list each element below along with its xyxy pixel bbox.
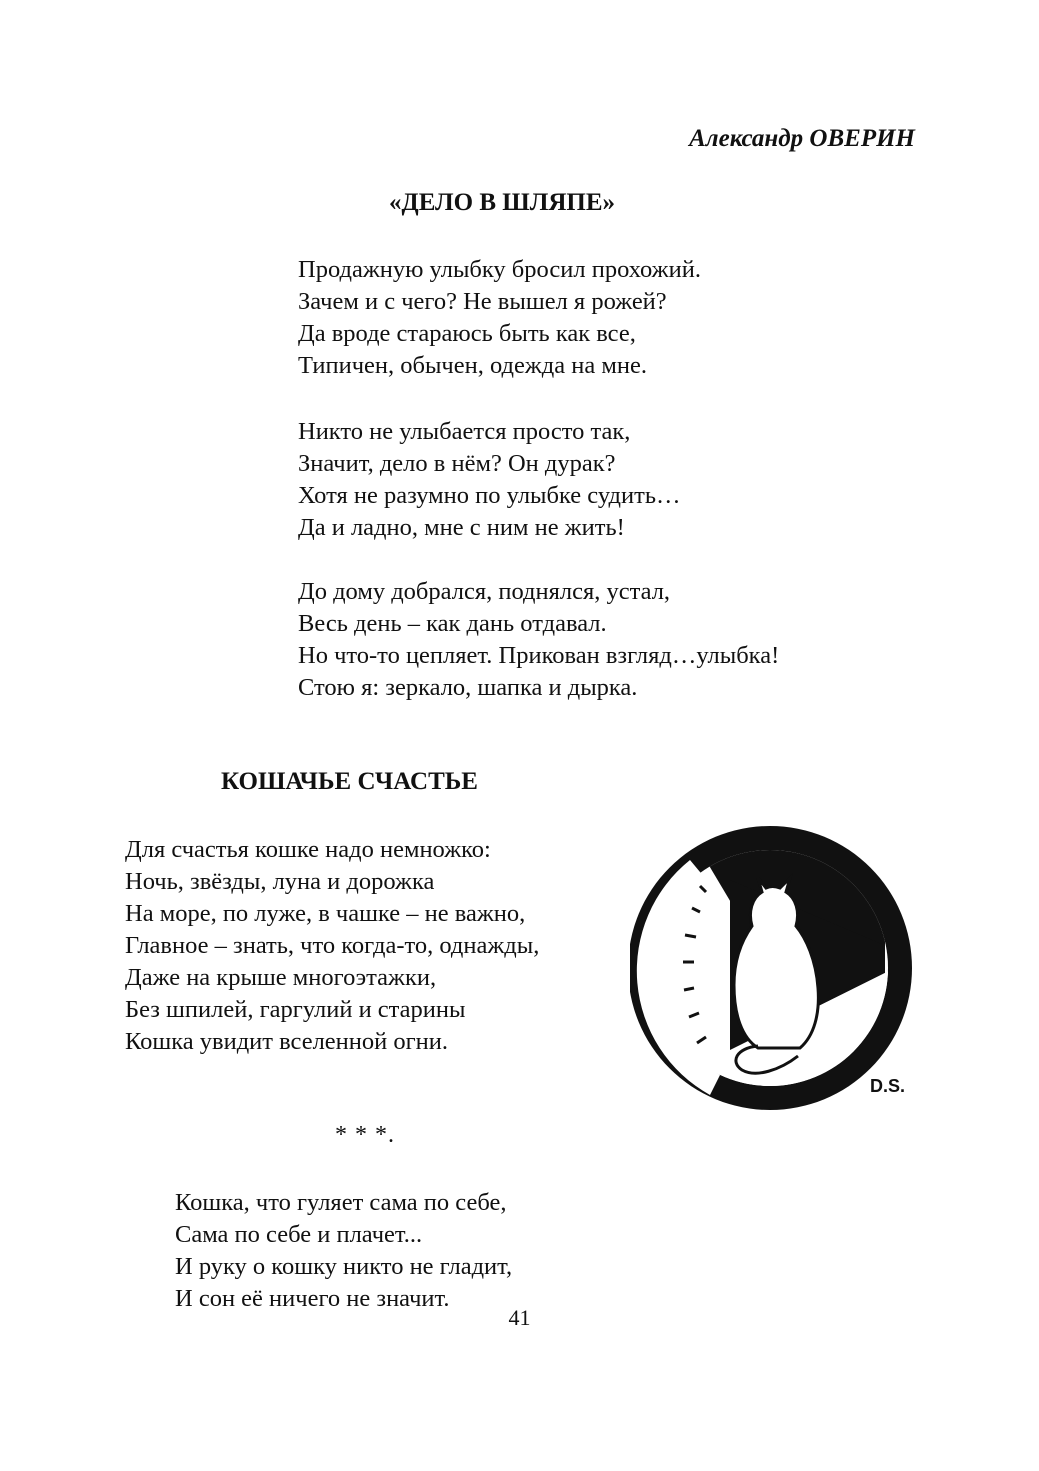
poem-line: Типичен, обычен, одежда на мне. [298, 352, 647, 379]
poem-line: Без шпилей, гаргулий и старины [125, 996, 466, 1023]
poem-line: Главное – знать, что когда-то, однажды, [125, 932, 540, 959]
poem-title-koshachye-schastye: КОШАЧЬЕ СЧАСТЬЕ [221, 768, 478, 795]
poem-line: И руку о кошку никто не гладит, [175, 1253, 513, 1280]
poem1-stanza-3 [298, 576, 779, 704]
poem-line: Весь день – как дань отдавал. [298, 610, 607, 637]
poem-line: И сон её ничего не значит. [175, 1285, 450, 1312]
poem-line: Но что-то цепляет. Прикован взгляд…улыбка! [298, 642, 780, 669]
poem3-body [175, 1187, 512, 1315]
poem-title-delo-v-shlyape: «ДЕЛО В ШЛЯПЕ» [389, 189, 616, 216]
poem-line: Да вроде стараюсь быть как все, [298, 320, 636, 347]
poem2-body [125, 834, 539, 1058]
poem-line: Кошка, что гуляет сама по себе, [175, 1189, 507, 1216]
poem-line: Зачем и с чего? Не вышел я рожей? [298, 288, 667, 315]
section-separator-stars: * * *. [335, 1122, 395, 1148]
poem-line: Сама по себе и плачет... [175, 1221, 423, 1248]
poem1-stanza-2 [298, 416, 681, 544]
poem-line: Ночь, звёзды, луна и дорожка [125, 868, 435, 895]
page-number: 41 [508, 1305, 531, 1330]
poem-line: Кошка увидит вселенной огни. [125, 1028, 449, 1055]
poem-line: Никто не улыбается просто так, [298, 418, 631, 445]
poem-line: Даже на крыше многоэтажки, [125, 964, 437, 991]
cat-illustration [630, 800, 930, 1115]
poem-line: Хотя не разумно по улыбке судить… [298, 482, 681, 509]
poem-line: Для счастья кошке надо немножко: [125, 836, 491, 863]
author-name: Александр ОВЕРИН [689, 125, 915, 152]
illustration-signature: D.S. [870, 1076, 906, 1096]
poem-line: Значит, дело в нём? Он дурак? [298, 450, 616, 477]
poem-line: На море, по луже, в чашке – не важно, [125, 900, 526, 927]
poem-line: Стою я: зеркало, шапка и дырка. [298, 674, 638, 701]
poem-line: Да и ладно, мне с ним не жить! [298, 514, 625, 541]
poem-line: До дому добрался, поднялся, устал, [298, 578, 671, 605]
poem-line: Продажную улыбку бросил прохожий. [298, 256, 701, 283]
poem1-stanza-1 [298, 254, 701, 382]
